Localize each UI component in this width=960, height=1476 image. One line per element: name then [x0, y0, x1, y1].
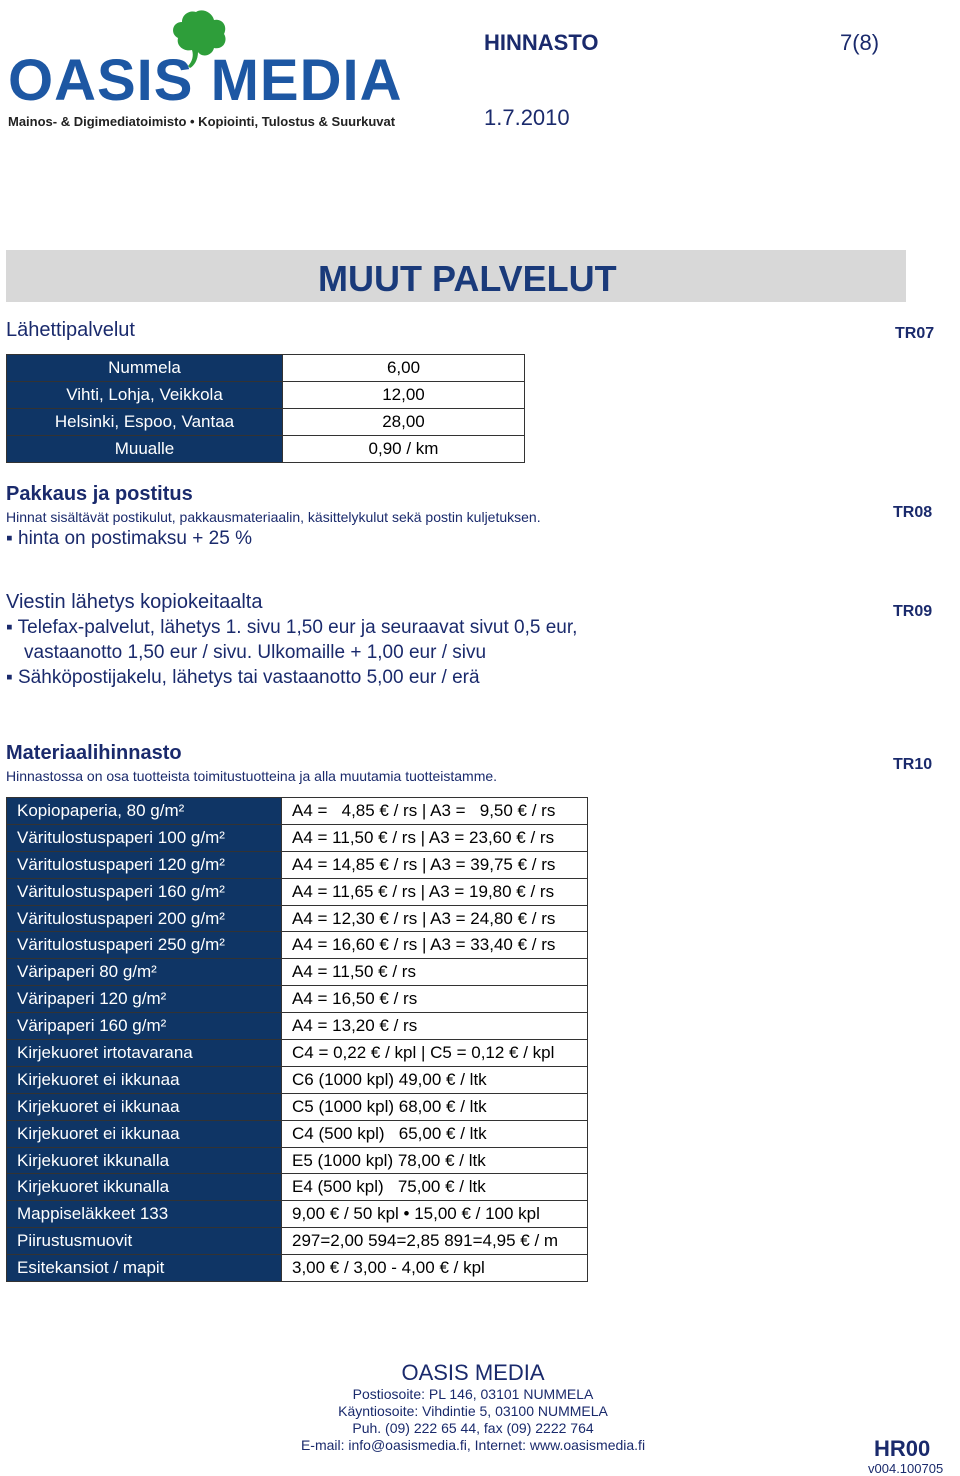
- logo-wordmark: OASIS MEDIA: [8, 48, 403, 113]
- row-value: A4 = 14,85 € / rs | A3 = 39,75 € / rs: [282, 851, 588, 878]
- row-label: Helsinki, Espoo, Vantaa: [7, 409, 283, 436]
- messages-line-3: ▪ Sähköpostijakelu, lähetys tai vastaanotto 5,00 eur / erä: [6, 667, 480, 688]
- packaging-bullet: ▪ hinta on postimaksu + 25 %: [6, 528, 252, 549]
- row-value: A4 = 12,30 € / rs | A3 = 24,80 € / rs: [282, 905, 588, 932]
- row-label: Piirustusmuovit: [7, 1228, 282, 1255]
- messages-line-2: vastaanotto 1,50 eur / sivu. Ulkomaille + 1,00 eur / sivu: [24, 642, 487, 663]
- row-value: E4 (500 kpl) 75,00 € / ltk: [282, 1174, 588, 1201]
- row-label: Vihti, Lohja, Veikkola: [7, 382, 283, 409]
- row-label: Muualle: [7, 436, 283, 463]
- row-label: Kirjekuoret ei ikkunaa: [7, 1066, 282, 1093]
- row-value: E5 (1000 kpl) 78,00 € / ltk: [282, 1147, 588, 1174]
- row-value: 0,90 / km: [283, 436, 525, 463]
- table-row: [7, 1093, 588, 1120]
- row-label: Nummela: [7, 355, 283, 382]
- materials-table: [6, 797, 588, 1282]
- logo-tagline: Mainos- & Digimediatoimisto • Kopiointi, Tulostus & Suurkuvat: [8, 114, 396, 129]
- messages-line-1: ▪ Telefax-palvelut, lähetys 1. sivu 1,50 eur ja seuraavat sivut 0,5 eur,: [6, 617, 578, 638]
- footer-postal: Postiosoite: PL 146, 03101 NUMMELA: [352, 1386, 594, 1402]
- materials-title: Materiaalihinnasto: [6, 742, 182, 764]
- packaging-code: TR08: [893, 504, 933, 521]
- table-row: [7, 824, 588, 851]
- table-row: [7, 932, 588, 959]
- table-row: [7, 905, 588, 932]
- footer-contact: E-mail: info@oasismedia.fi, Internet: www.oasismedia.fi: [300, 1437, 646, 1453]
- courier-table: [6, 354, 525, 463]
- table-row: [7, 1040, 588, 1067]
- messages-title: Viestin lähetys kopiokeitaalta: [6, 591, 263, 613]
- table-row: [7, 1147, 588, 1174]
- footer-phone: Puh. (09) 222 65 44, fax (09) 2222 764: [352, 1420, 594, 1436]
- version-label: v004.100705: [868, 1461, 944, 1476]
- table-row: [7, 1255, 588, 1282]
- row-value: A4 = 11,65 € / rs | A3 = 19,80 € / rs: [282, 878, 588, 905]
- table-row: [7, 382, 525, 409]
- packaging-note: Hinnat sisältävät postikulut, pakkausmateriaalin, käsittelykulut sekä postin kuljetuksen.: [6, 509, 541, 525]
- table-row: [7, 851, 588, 878]
- document-title: HINNASTO: [484, 30, 599, 55]
- packaging-title: Pakkaus ja postitus: [6, 483, 193, 505]
- table-row: [7, 1066, 588, 1093]
- row-label: Väritulostuspaperi 160 g/m²: [7, 878, 282, 905]
- row-value: 28,00: [283, 409, 525, 436]
- document-date: 1.7.2010: [484, 105, 570, 130]
- row-value: 3,00 € / 3,00 - 4,00 € / kpl: [282, 1255, 588, 1282]
- row-value: C5 (1000 kpl) 68,00 € / ltk: [282, 1093, 588, 1120]
- courier-title: Lähettipalvelut: [6, 319, 135, 341]
- materials-note: Hinnastossa on osa tuotteista toimitustuotteina ja alla muutamia tuotteistamme.: [6, 768, 498, 784]
- row-value: A4 = 11,50 € / rs | A3 = 23,60 € / rs: [282, 824, 588, 851]
- row-label: Väripaperi 160 g/m²: [7, 1013, 282, 1040]
- footer-code: HR00: [874, 1436, 931, 1461]
- row-label: Väritulostuspaperi 100 g/m²: [7, 824, 282, 851]
- row-label: Väripaperi 120 g/m²: [7, 986, 282, 1013]
- row-label: Kirjekuoret ei ikkunaa: [7, 1120, 282, 1147]
- row-label: Esitekansiot / mapit: [7, 1255, 282, 1282]
- row-label: Väritulostuspaperi 120 g/m²: [7, 851, 282, 878]
- row-label: Kirjekuoret irtotavarana: [7, 1040, 282, 1067]
- row-value: A4 = 13,20 € / rs: [282, 1013, 588, 1040]
- table-row: [7, 1201, 588, 1228]
- row-label: Kirjekuoret ikkunalla: [7, 1147, 282, 1174]
- row-label: Kirjekuoret ei ikkunaa: [7, 1093, 282, 1120]
- row-label: Kirjekuoret ikkunalla: [7, 1174, 282, 1201]
- page-number: 7(8): [840, 30, 880, 55]
- table-row: [7, 436, 525, 463]
- table-row: [7, 986, 588, 1013]
- row-value: 297=2,00 594=2,85 891=4,95 € / m: [282, 1228, 588, 1255]
- row-label: Väripaperi 80 g/m²: [7, 959, 282, 986]
- table-row: [7, 798, 588, 825]
- row-value: A4 = 4,85 € / rs | A3 = 9,50 € / rs: [282, 798, 588, 825]
- row-label: Väritulostuspaperi 200 g/m²: [7, 905, 282, 932]
- table-row: [7, 409, 525, 436]
- table-row: [7, 1174, 588, 1201]
- table-row: [7, 1120, 588, 1147]
- row-value: C4 (500 kpl) 65,00 € / ltk: [282, 1120, 588, 1147]
- row-value: C6 (1000 kpl) 49,00 € / ltk: [282, 1066, 588, 1093]
- courier-code: TR07: [895, 325, 935, 342]
- table-row: [7, 959, 588, 986]
- row-value: 6,00: [283, 355, 525, 382]
- row-value: A4 = 11,50 € / rs: [282, 959, 588, 986]
- row-value: C4 = 0,22 € / kpl | C5 = 0,12 € / kpl: [282, 1040, 588, 1067]
- row-label: Mappiseläkkeet 133: [7, 1201, 282, 1228]
- row-value: 12,00: [283, 382, 525, 409]
- banner-title: MUUT PALVELUT: [318, 258, 617, 299]
- row-value: 9,00 € / 50 kpl • 15,00 € / 100 kpl: [282, 1201, 588, 1228]
- row-label: Väritulostuspaperi 250 g/m²: [7, 932, 282, 959]
- row-value: A4 = 16,50 € / rs: [282, 986, 588, 1013]
- footer-company: OASIS MEDIA: [401, 1360, 545, 1385]
- materials-code: TR10: [893, 756, 933, 773]
- table-row: [7, 1228, 588, 1255]
- row-label: Kopiopaperia, 80 g/m²: [7, 798, 282, 825]
- table-row: [7, 878, 588, 905]
- messages-code: TR09: [893, 603, 933, 620]
- table-row: [7, 1013, 588, 1040]
- table-row: [7, 355, 525, 382]
- row-value: A4 = 16,60 € / rs | A3 = 33,40 € / rs: [282, 932, 588, 959]
- footer-visiting: Käyntiosoite: Vihdintie 5, 03100 NUMMELA: [338, 1403, 608, 1419]
